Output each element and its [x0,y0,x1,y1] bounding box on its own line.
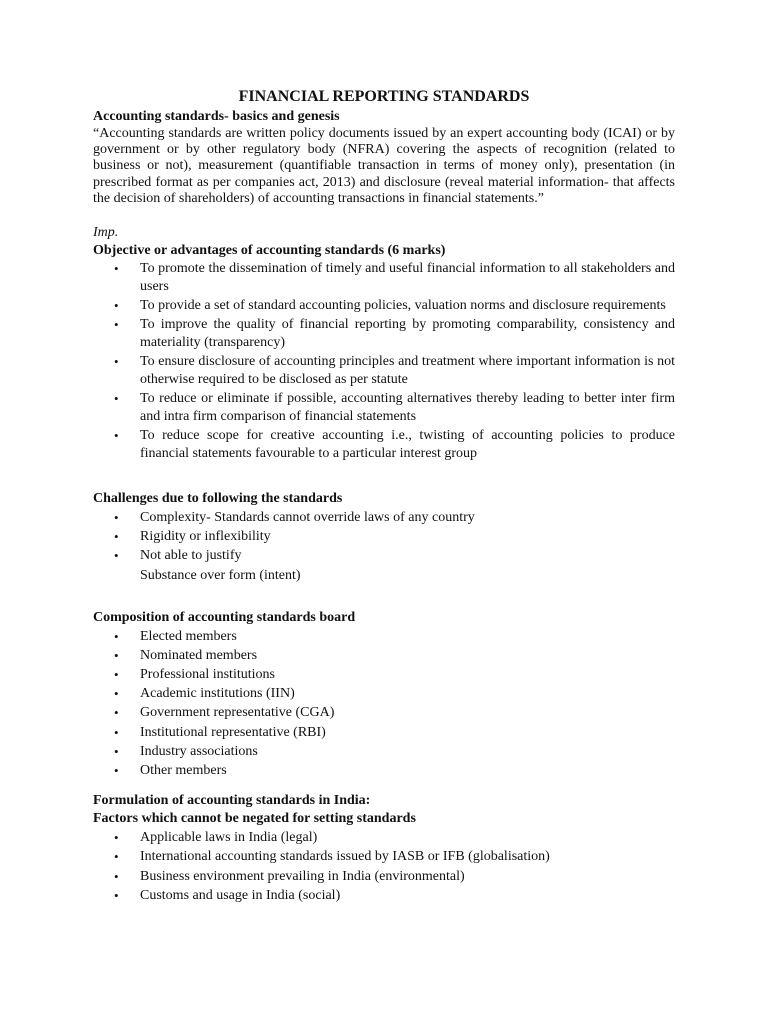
list-item: • To improve the quality of financial reporting by promoting comparability, consistency and materiality (transparency) [114,317,675,351]
list-item: • Industry associations [93,742,675,761]
bullet-icon: • [114,724,119,740]
objectives-list [93,260,675,463]
section-heading-composition: Composition of accounting standards board [93,609,356,625]
bullet-icon: • [114,261,119,277]
factors-list [93,828,675,905]
section-heading-objectives: Objective or advantages of accounting standards (6 marks) [93,243,446,259]
bullet-icon: • [114,763,119,779]
list-item: • To provide a set of standard accounting policies, valuation norms and disclosure requirements [114,298,666,314]
bullet-icon: • [114,849,119,865]
list-item: • To reduce scope for creative accounting i.e., twisting of accounting policies to produce financial statements favourable to a particular interest group [114,428,675,462]
list-item: • Not able to justify [93,546,675,565]
bullet-icon: • [114,529,119,545]
section-subheading-factors: Factors which cannot be negated for setting standards [93,811,416,827]
bullet-icon: • [114,428,119,444]
list-item: • Professional institutions [93,665,675,684]
list-item: • Government representative (CGA) [93,703,675,722]
definition-paragraph: “Accounting standards are written policy documents issued by an expert accounting body (ICAI) or by government or by other regulatory body (NFRA) covering the aspects of recognition (related to business or not), measurement (quantifiable transaction in terms of money only), presentation (in prescribed format as per companies act, 2013) and disclosure (reveal material information- that affects the decision of shareholders) of accounting transactions in financial statements.” [93,126,675,206]
list-item: • Business environment prevailing in India (environmental) [93,867,675,886]
bullet-icon: • [114,743,119,759]
bullet-icon: • [114,298,119,314]
list-item: • Other members [93,761,675,780]
bullet-icon: • [114,667,119,683]
list-item: • Customs and usage in India (social) [93,886,675,905]
page-title: FINANCIAL REPORTING STANDARDS [238,88,530,105]
challenge-continuation: Substance over form (intent) [140,567,301,583]
list-item: • International accounting standards issued by IASB or IFB (globalisation) [93,847,675,866]
bullet-icon: • [114,317,119,333]
list-item: • Nominated members [93,646,675,665]
list-item: • Institutional representative (RBI) [93,723,675,742]
document-page [93,86,675,905]
challenges-list [93,508,675,566]
imp-label: Imp. [93,225,119,241]
bullet-icon: • [114,354,119,370]
bullet-icon: • [114,548,119,564]
bullet-icon: • [114,887,119,903]
list-item: • Applicable laws in India (legal) [93,828,675,847]
section-heading-basics: Accounting standards- basics and genesis [93,109,340,124]
bullet-icon: • [114,868,119,884]
bullet-icon: • [114,686,119,702]
list-item: • To reduce or eliminate if possible, accounting alternatives thereby leading to better inter firm and intra firm comparison of financial statements [114,391,675,425]
bullet-icon: • [114,628,119,644]
section-heading-challenges: Challenges due to following the standards [93,491,343,507]
bullet-icon: • [114,705,119,721]
list-item: • To promote the dissemination of timely and useful financial information to all stakeholders and users [114,261,675,295]
list-item: • Elected members [93,627,675,646]
bullet-icon: • [114,830,119,846]
bullet-icon: • [114,647,119,663]
bullet-icon: • [114,510,119,526]
list-item: • Complexity- Standards cannot override laws of any country [93,508,675,527]
section-heading-formulation: Formulation of accounting standards in India: [93,793,371,809]
list-item: • Academic institutions (IIN) [93,684,675,703]
list-item: • Rigidity or inflexibility [93,527,675,546]
list-item: • To ensure disclosure of accounting principles and treatment where important information is not otherwise required to be disclosed as per statute [114,354,675,388]
composition-list [93,627,675,781]
bullet-icon: • [114,391,119,407]
